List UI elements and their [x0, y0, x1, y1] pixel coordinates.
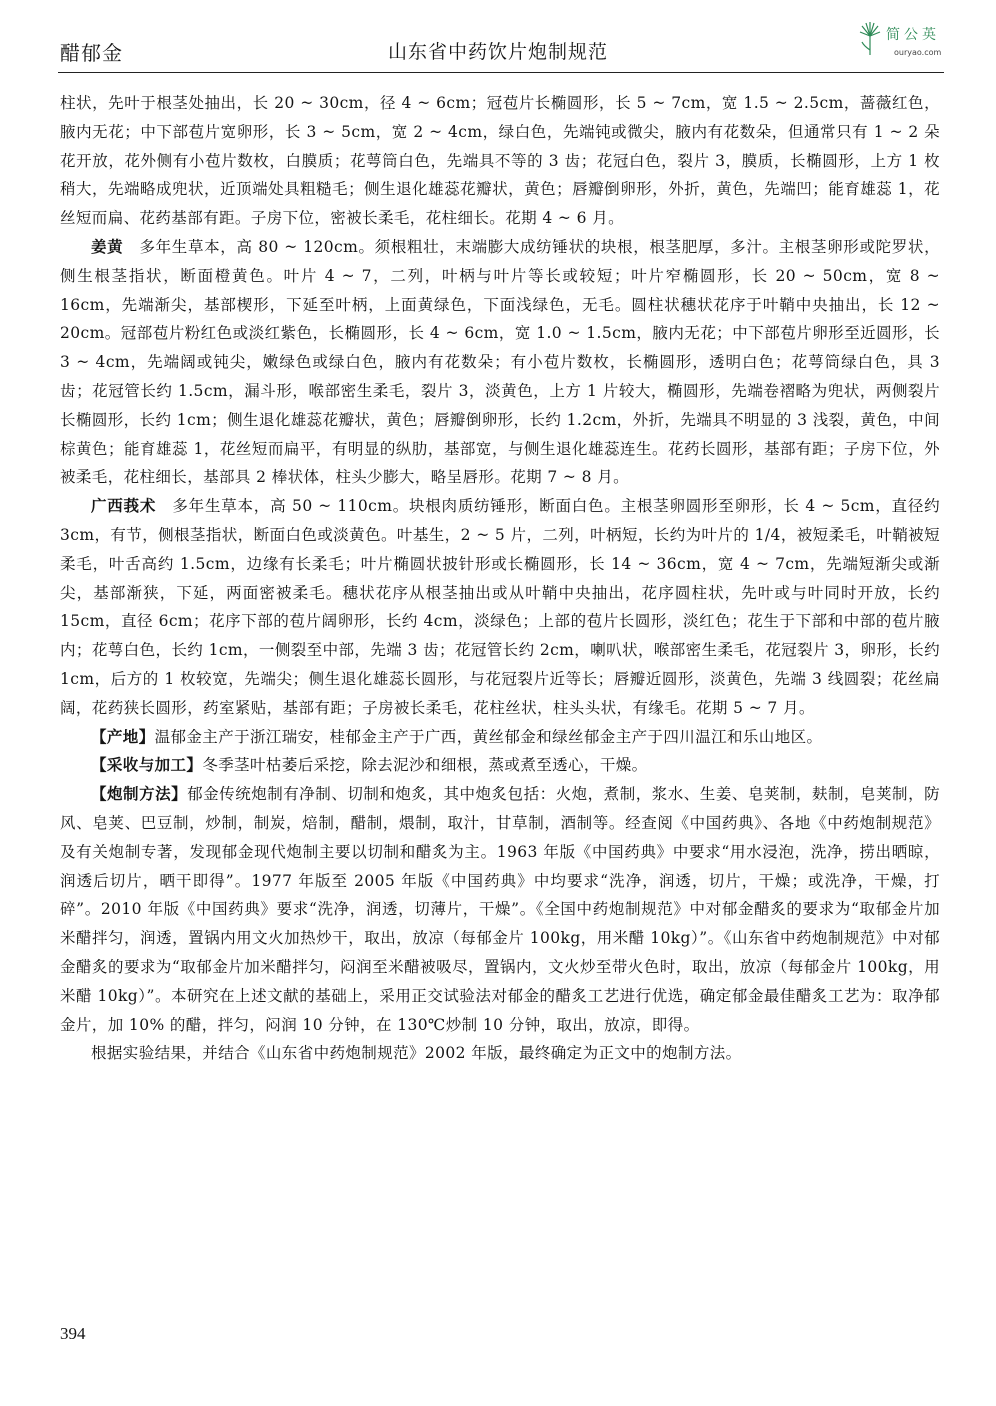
- section-heading: 【产地】: [91, 726, 155, 746]
- paragraph-origin: 【产地】温郁金主产于浙江瑞安，桂郁金主产于广西，黄丝郁金和绿丝郁金主产于四川温江和乐山地区。: [91, 726, 823, 746]
- paragraph-guangxi-ezhu: 广西莪术 多年生草本，高 50 ~ 110cm。块根肉质纺锤形，断面白色。主根茎卵圆形至卵形，长 4 ~ 5cm，直径约 3cm，有节，侧根茎指状，断面白色或淡黄色。叶基生，2 ~ 5 片，二列，叶柄短，长约为叶片的 1/4，被短柔毛，叶鞘被短柔毛，叶舌高约 1.5cm，边缘有长柔毛；叶片椭圆状披针形或长椭圆形，长 14 ~ 36cm，宽 4 ~ 7cm，先端短渐尖或渐尖，基部渐狭，下延，两面密被柔毛。穗状花序从根茎抽出或从叶鞘中央抽出，花序圆柱状，先叶或与叶同时开放，长约 15cm，直径 6cm；花序下部的苞片阔卵形，长约 4cm，淡绿色；上部的苞片长圆形，淡红色；花生于下部和中部的苞片腋内；花萼白色，长约 1cm，一侧裂至中部，先端 3 齿；花冠管长约 2cm，喇叭状，喉部密生柔毛，花冠裂片 3，卵形，长约1cm，后方的 1 枚较宽，先端尖；侧生退化雄蕊长圆形，与花冠裂片近等长；唇瓣近圆形，淡黄色，先端 3 线圆裂；花丝扁阔，花药狭长圆形，药室紧贴，基部有距；子房被长柔毛，花柱丝状，柱头头状，有缘毛。花期 5 ~ 7 月。: [60, 496, 940, 717]
- section-heading: 【炮制方法】: [91, 784, 188, 804]
- publisher-logo: [858, 18, 948, 64]
- logo-url: ouryao.com: [894, 48, 942, 57]
- species-term: 姜黄: [91, 236, 124, 256]
- page-number: 394: [60, 1324, 86, 1343]
- paragraph-continuation: 柱状，先叶于根茎处抽出，长 20 ~ 30cm，径 4 ~ 6cm；冠苞片长椭圆形，长 5 ~ 7cm，宽 1.5 ~ 2.5cm，蔷薇红色，腋内无花；中下部苞片宽卵形，长 3 ~ 5cm，宽 2 ~ 4cm，绿白色，先端钝或微尖，腋内有花数朵，但通常只有 1 ~ 2 朵花开放，花外侧有小苞片数枚，白膜质；花萼筒白色，先端具不等的 3 齿；花冠白色，裂片 3，膜质，长椭圆形，上方 1 枚稍大，先端略成兜状，近顶端处具粗糙毛；侧生退化雄蕊花瓣状，黄色；唇瓣倒卵形，外折，黄色，先端凹；能育雄蕊 1，花丝短而扁、花药基部有距。子房下位，密被长柔毛，花柱细长。花期 4 ~ 6 月。: [60, 94, 940, 228]
- running-head-center: 山东省中药饮片炮制规范: [387, 41, 608, 63]
- body-text: [60, 89, 940, 1068]
- running-head-left: 醋郁金: [60, 41, 123, 65]
- dandelion-icon: [858, 20, 882, 56]
- paragraph-harvest: 【采收与加工】冬季茎叶枯萎后采挖，除去泥沙和细根，蒸或煮至透心，干燥。: [91, 755, 648, 775]
- paragraph-processing: 【炮制方法】郁金传统炮制有净制、切制和炮炙，其中炮炙包括：火炮，煮制，浆水、生姜、皂荚制，麸制，皂荚制，防风、皂荚、巴豆制，炒制，制炭，焙制，醋制，煨制，取汁，甘草制，酒制等。经查阅《中国药典》、各地《中药炮制规范》及有关炮制专著，发现郁金现代炮制主要以切制和醋炙为主。1963 年版《中国药典》中要求“用水浸泡，洗净，捞出晒晾，润透后切片，晒干即得”。1977 年版至 2005 年版《中国药典》中均要求“洗净，润透，切片，干燥；或洗净，干燥，打碎”。2010 年版《中国药典》要求“洗净，润透，切薄片，干燥”。《全国中药炮制规范》中对郁金醋炙的要求为“取郁金片加米醋拌匀，润透，置锅内用文火加热炒干，取出，放凉（每郁金片 100kg，用米醋 10kg）”。《山东省中药炮制规范》中对郁金醋炙的要求为“取郁金片加米醋拌匀，闷润至米醋被吸尽，置锅内，文火炒至带火色时，取出，放凉（每郁金片 100kg，用米醋 10kg）”。本研究在上述文献的基础上，采用正交试验法对郁金的醋炙工艺进行优选，确定郁金最佳醋炙工艺为：取净郁金片，加 10% 的醋，拌匀，闷润 10 分钟，在 130℃炒制 10 分钟，取出，放凉，即得。: [60, 784, 941, 1034]
- section-heading: 【采收与加工】: [91, 755, 203, 775]
- header-rule: [58, 72, 944, 73]
- paragraph-jianghuang: 姜黄 多年生草本，高 80 ~ 120cm。须根粗壮，末端膨大成纺锤状的块根，根茎肥厚，多汁。主根茎卵形或陀罗状，侧生根茎指状，断面橙黄色。叶片 4 ~ 7，二列，叶柄与叶片等长或较短；叶片窄椭圆形，长 20 ~ 50cm，宽 8 ~ 16cm，先端渐尖，基部楔形，下延至叶柄，上面黄绿色，下面浅绿色，无毛。圆柱状穗状花序于叶鞘中央抽出，长 12 ~ 20cm。冠部苞片粉红色或淡红紫色，长椭圆形，长 4 ~ 6cm，宽 1.0 ~ 1.5cm，腋内无花；中下部苞片卵形至近圆形，长 3 ~ 4cm，先端阔或钝尖，嫩绿色或绿白色，腋内有花数朵；有小苞片数枚，长椭圆形，透明白色；花萼筒绿白色，具 3 齿；花冠管长约 1.5cm，漏斗形，喉部密生柔毛，裂片 3，淡黄色，上方 1 片较大，椭圆形，先端卷褶略为兜状，两侧裂片长椭圆形，长约 1cm；侧生退化雄蕊花瓣状，黄色；唇瓣倒卵形，长约 1.2cm，外折，先端具不明显的 3 浅裂，黄色，中间棕黄色；能育雄蕊 1，花丝短而扁平，有明显的纵肋，基部宽，与侧生退化雄蕊连生。花药长圆形，基部有距；子房下位，外被柔毛，花柱细长，基部具 2 棒状体，柱头少膨大，略呈唇形。花期 7 ~ 8 月。: [60, 236, 940, 487]
- paragraph-conclusion: 根据实验结果，并结合《山东省中药炮制规范》2002 年版，最终确定为正文中的炮制方法。: [91, 1044, 742, 1063]
- species-term: 广西莪术: [91, 496, 157, 516]
- logo-text: 简公英: [886, 27, 940, 43]
